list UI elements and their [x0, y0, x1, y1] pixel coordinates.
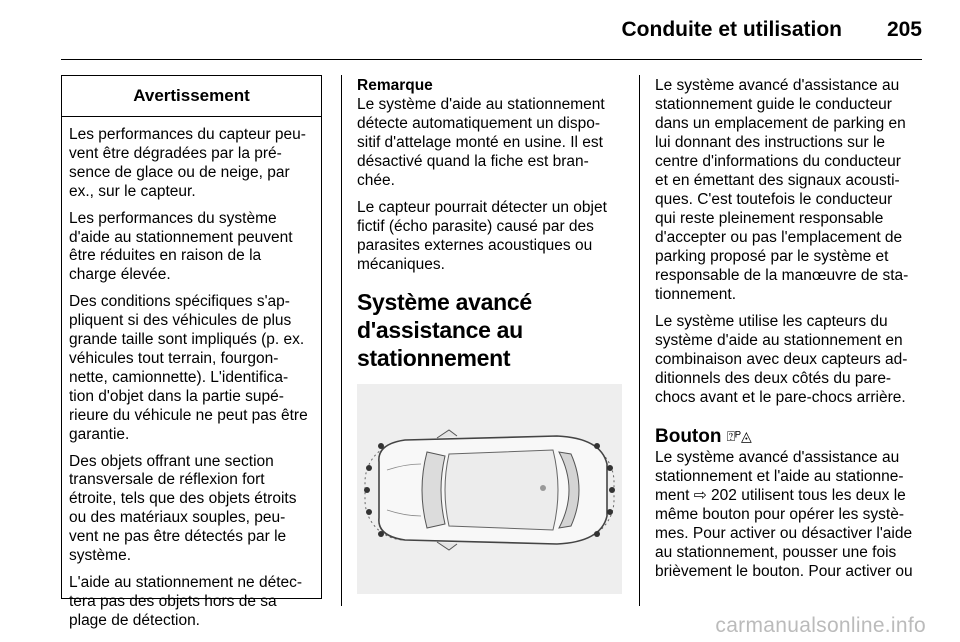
column-divider-right — [639, 75, 640, 606]
car-sensor-figure — [357, 384, 622, 594]
button-section-title — [655, 425, 923, 448]
section-title: Système avancé d'assistance au stationnement — [357, 289, 532, 371]
warning-heading: Avertissement — [62, 76, 321, 117]
page-header-title: Conduite et utilisation — [621, 18, 842, 41]
page-number: 205 — [886, 18, 922, 41]
warning-paragraph: L'aide au stationnement ne détec- tera pas des objets hors de sa plage de détection. — [69, 573, 303, 629]
warning-paragraph: Des conditions spécifiques s'ap- pliquent si des véhicules de plus grande taille sont impliqués (p. ex. véhicules tout terrain, fourgon- nette, camionnette). L'identifica- tion d'objet dans la partie supé- rieure du véhicule ne peut pas être garantie. — [69, 293, 308, 443]
note-title: Remarque — [357, 77, 433, 94]
warning-paragraph: Les performances du système d'aide au stationnement peuvent être réduites en raison de la charge élevée. — [69, 209, 293, 284]
note-paragraph: Le système d'aide au stationnement détecte automatiquement un dispo- sitif d'attelage monté en usine. Il est désactivé quand la fiche est bran- chée. — [357, 96, 605, 189]
section-paragraph: Le système avancé d'assistance au stationnement guide le conducteur dans un emplacement de parking en lui donnant des instructions sur le centre d'informations du conducteur et en émettant des signaux acousti- ques. C'est toutefois le conducteur qui reste pleinement responsable d'accepter ou pas l'emplacement de parking proposé par le système et responsable de la manœuvre de sta- tionnement. — [655, 77, 909, 303]
header-rule — [61, 59, 922, 60]
warning-box — [61, 75, 322, 629]
car-top-view-illustration — [357, 384, 622, 594]
note-paragraph: Le capteur pourrait détecter un objet fictif (écho parasite) causé par des parasites externes acoustiques ou mécaniques. — [357, 199, 607, 273]
right-column — [655, 76, 923, 589]
section-paragraph: Le système utilise les capteurs du système d'aide au stationnement en combinaison avec deux capteurs ad- ditionnels des deux côtés du pare- chocs avant et le pare-chocs arrière. — [655, 313, 908, 406]
warning-paragraph: Les performances du capteur peu- vent être dégradées par la pré- sence de glace ou de neige, par ex., sur le capteur. — [69, 126, 306, 200]
button-section-paragraph: Le système avancé d'assistance au stationnement et l'aide au stationne- ment ⇨ 202 utilisent tous les deux le même bouton pour opérer les systè- mes. Pour activer ou désactiver l'aide au stationnement, pousser une fois brièvement le bouton. Pour activer ou — [655, 449, 913, 580]
middle-column — [357, 76, 625, 594]
warning-paragraph: Des objets offrant une section transversale de réflexion fort étroite, tels que des objets étroits ou des matériaux souples, peu- vent ne pas être détectés par le système. — [69, 452, 297, 565]
button-section-title-text: Bouton — [655, 426, 722, 447]
warning-body — [62, 117, 321, 631]
watermark-text: carmanualsonline.info — [715, 614, 926, 637]
column-divider-left — [341, 75, 342, 606]
parking-assist-icon: ⍰ᴾ◬ — [726, 428, 752, 444]
